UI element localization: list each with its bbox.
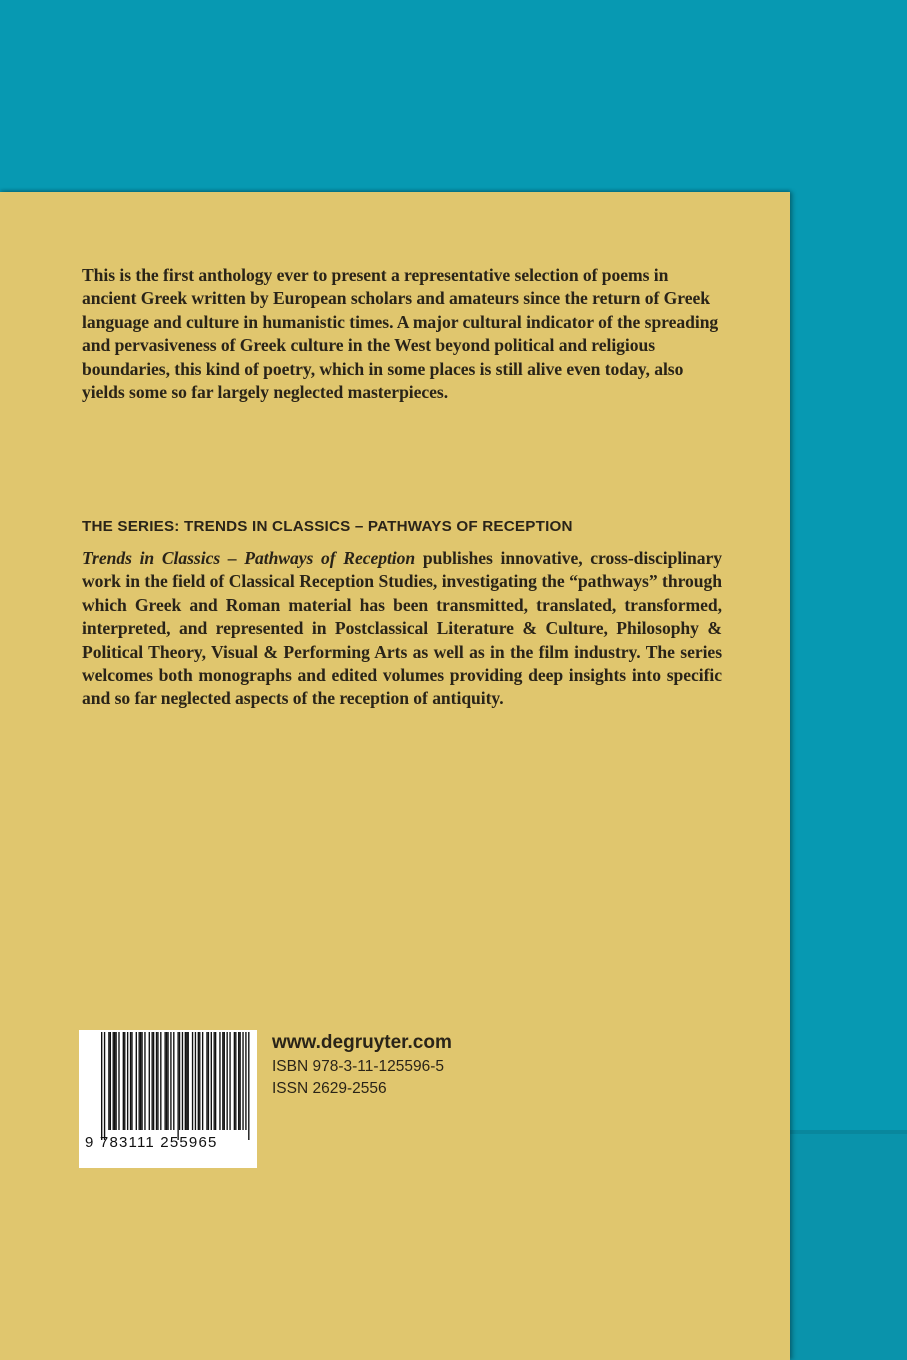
barcode-bar (239, 1032, 240, 1130)
barcode-bar (139, 1032, 140, 1130)
barcode-bar (144, 1032, 145, 1130)
barcode-bar (188, 1032, 189, 1130)
barcode-bar (170, 1032, 171, 1130)
barcode-bar (222, 1032, 223, 1130)
barcode-bar (166, 1032, 167, 1130)
barcode-bar (234, 1032, 235, 1130)
barcode-bar (127, 1032, 128, 1130)
barcode-bar (108, 1032, 109, 1130)
barcode-bar (104, 1032, 105, 1140)
barcode-bar (131, 1032, 132, 1130)
publisher-info (272, 1030, 452, 1100)
barcode-bar (198, 1032, 199, 1130)
barcode-bar (124, 1032, 125, 1130)
barcode-bar (199, 1032, 200, 1130)
barcode-bar (214, 1032, 215, 1130)
series-name: Trends in Classics – Pathways of Reception (82, 548, 416, 568)
barcode-bar (110, 1032, 111, 1130)
barcode-bar (179, 1032, 180, 1130)
isbn: ISBN 978-3-11-125596-5 (272, 1058, 445, 1075)
barcode-bar (115, 1032, 116, 1130)
barcode-bar (202, 1032, 203, 1130)
barcode-bar (182, 1032, 183, 1130)
barcode-bar (114, 1032, 115, 1130)
barcode-bar (242, 1032, 243, 1130)
barcode-bar (185, 1032, 186, 1130)
barcode-bar (167, 1032, 168, 1130)
barcode-bar (113, 1032, 114, 1130)
barcode-bar (149, 1032, 150, 1130)
barcode-bar (211, 1032, 212, 1130)
barcode-digits: 9 783111 255965 (85, 1134, 218, 1151)
barcode-bar (248, 1032, 249, 1140)
barcode-bar (195, 1032, 196, 1130)
barcode-bar (226, 1032, 227, 1130)
barcode-bar (208, 1032, 209, 1130)
barcode-bar (101, 1032, 102, 1140)
barcode-bar (238, 1032, 239, 1130)
barcode-bar (123, 1032, 124, 1130)
barcode-bar (219, 1032, 220, 1130)
barcode-bar (151, 1032, 152, 1130)
publisher-url[interactable]: www.degruyter.com (272, 1032, 452, 1053)
barcode-bar (177, 1032, 178, 1140)
barcode-bar (206, 1032, 207, 1130)
barcode-bar (245, 1032, 246, 1130)
barcode-bar (186, 1032, 187, 1130)
book-blurb: This is the first anthology ever to present a representative selection of poems in ancient Greek written by European scholars and amateurs since the return of Greek language and culture in humanistic times. A major cultural indicator of the spreading and pervasiveness of Greek culture in the West beyond political and religious boundaries, this kind of poetry, which in some places is still alive even today, also yields some so far largely neglected masterpieces. (82, 265, 719, 403)
barcode-bar (235, 1032, 236, 1130)
barcode-bar (215, 1032, 216, 1130)
barcode-bar (141, 1032, 142, 1130)
barcode-bar (153, 1032, 154, 1130)
barcode-bar (130, 1032, 131, 1130)
barcode-bar (164, 1032, 165, 1130)
series-description: publishes innovative, cross-disciplinary work in the field of Classical Reception Studies, investigating the “pathways” through which Greek and Roman material has been transmitted, translated, transformed, interpreted, and represented in Postclassical Literature & Culture, Philosophy & Political Theory, Visual & Performing Arts as well as in the film industry. The series welcomes both monographs and edited volumes providing deep insights into specific and so far neglected aspects of the reception of antiquity. (82, 548, 722, 709)
barcode-bar (224, 1032, 225, 1130)
barcode-bar (173, 1032, 174, 1130)
series-heading: THE SERIES: TRENDS IN CLASSICS – PATHWAYS OF RECEPTION (82, 518, 573, 535)
barcode-bar (156, 1032, 157, 1130)
barcode-bar (136, 1032, 137, 1130)
barcode-bar (160, 1032, 161, 1130)
back-cover-panel (0, 192, 790, 1360)
barcode-bar (192, 1032, 193, 1130)
barcode-bar (140, 1032, 141, 1130)
issn: ISSN 2629-2556 (272, 1080, 387, 1097)
barcode-bar (229, 1032, 230, 1130)
series-description-paragraph (82, 547, 722, 711)
barcode-bar (118, 1032, 119, 1130)
barcode-bar (157, 1032, 158, 1130)
barcode (79, 1030, 257, 1168)
